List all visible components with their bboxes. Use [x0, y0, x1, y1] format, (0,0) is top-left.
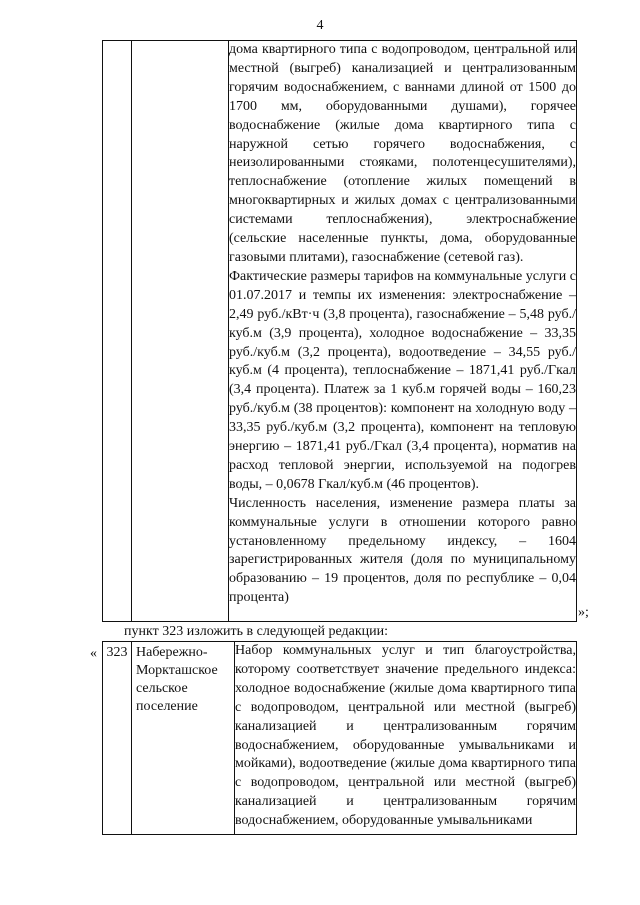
- population-paragraph: Численность населения, изменение размера платы за коммунальные услуги в отношении которого равно установленному предельному индексу, – 1604 зарегистрированных жителя (доля по муниципальному образованию – 19 процентов, доля по республике – 0,04 процента): [229, 495, 576, 606]
- settlement-name-cell-empty: [132, 41, 229, 622]
- closing-quote-mark: »;: [578, 605, 589, 620]
- page-number: 4: [316, 18, 324, 33]
- utilities-set-paragraph: Набор коммунальных услуг и тип благоустройства, которому соответствует значение предельного индекса: холодное водоснабжение (жилые дома квартирного типа с водопроводом, центральной или местной (выгреб) канализацией и централизованным горячим водоснабжением, оборудованные умывальниками и мойками), водоотведение (жилые дома квартирного типа с водопроводом, центральной или местной (выгреб) канализацией и централизованным горячим водоснабжением, оборудованные умывальниками: [235, 643, 576, 829]
- row-number-cell-empty: [103, 41, 132, 622]
- utilities-description-paragraph: дома квартирного типа с водопроводом, центральной или местной (выгреб) канализацией и централизованным горячим водоснабжением, с ваннами длиной от 1500 до 1700 мм, оборудованными душами), горячее водоснабжение (жилые дома квартирного типа с наружной сетью горячего водоснабжения, с неизолированными стояками, полотенцесушителями), теплоснабжение (отопление жилых помещений в многоквартирных и жилых домах с централизованными системами теплоснабжения), электроснабжение (сельские населенные пункты, дома, оборудованные газовыми плитами), газоснабжение (сетевой газ).: [229, 42, 576, 265]
- description-cell: [229, 41, 577, 622]
- tariff-table-row-323: [102, 641, 577, 835]
- amendment-instruction: пункт 323 изложить в следующей редакции:: [124, 624, 388, 639]
- tariff-table-continued: [102, 40, 577, 622]
- row-number-cell: 323: [103, 642, 132, 835]
- settlement-name-cell: Набережно-Моркташское сельское поселение: [132, 642, 235, 835]
- opening-quote-mark: «: [90, 646, 97, 661]
- description-cell-323: [235, 642, 577, 835]
- tariff-sizes-paragraph: Фактические размеры тарифов на коммунальные услуги с 01.07.2017 и темпы их изменения: электроснабжение – 2,49 руб./кВт·ч (3,8 процента), газоснабжение – 5,48 руб./куб.м (3,9 процента), холодное водоснабжение – 33,35 руб./куб.м (3,2 процента), водоотведение – 34,55 руб./куб.м (4 процента), теплоснабжение – 1871,41 руб./Гкал (3,4 процента). Платеж за 1 куб.м горячей воды – 160,23 руб./куб.м (38 процентов): компонент на холодную воду – 33,35 руб./куб.м (3,2 процента), компонент на тепловую энергию – 1871,41 руб./Гкал (3,4 процента), норматив на расход тепловой энергии, используемой на подогрев воды, – 0,0678 Гкал/куб.м (46 процентов).: [229, 268, 576, 492]
